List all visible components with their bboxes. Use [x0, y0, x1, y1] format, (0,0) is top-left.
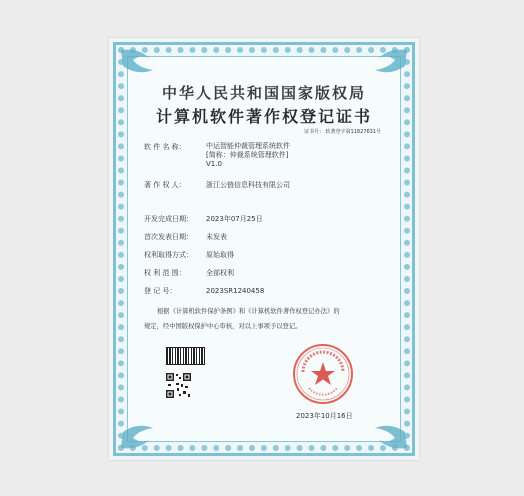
certificate: [109, 38, 419, 460]
scope-value: 全部权利: [206, 269, 234, 277]
publish-row: [144, 232, 227, 242]
scope-row: [144, 268, 234, 278]
paragraph-line2: 规定，经中国版权保护中心审核，对以上事项予以登记。: [144, 323, 302, 330]
corner-ornament-icon: [119, 48, 169, 78]
reg-no-label: 登 记 号：: [144, 287, 177, 295]
dev-date-row: [144, 214, 263, 224]
software-version: V1.0: [206, 160, 222, 168]
certificate-number: [304, 128, 381, 135]
certificate-title: 计算机软件著作权登记证书: [155, 107, 372, 126]
publish-value: 未发表: [206, 233, 227, 241]
acquire-value: 原始取得: [206, 251, 234, 259]
barcode-icon: [166, 347, 205, 365]
scope-label: 权 利 范 围：: [144, 269, 186, 277]
reg-no-value: 2023SR1240458: [206, 287, 265, 295]
software-name-line1: 中运智能仲裁管理系统软件: [206, 142, 290, 150]
acquire-label: 权利取得方式：: [144, 251, 193, 259]
publish-label: 首次发表日期：: [144, 233, 193, 241]
corner-ornament-icon: [359, 420, 409, 450]
official-seal-icon: [291, 342, 355, 406]
cert-number-value: 软著登字第11827631号: [325, 129, 381, 135]
certificate-issuer-title: 中华人民共和国国家版权局: [161, 84, 366, 102]
legal-paragraph: [144, 304, 384, 334]
paragraph-line1: 根据《计算机软件保护条例》和《计算机软件著作权登记办法》的: [157, 308, 340, 315]
qr-code-icon: [165, 372, 192, 399]
software-name-line2: [简称：仲裁系统管理软件]: [206, 151, 289, 159]
cert-number-label: 证书号：: [303, 129, 324, 135]
software-name-label: 软 件 名 称：: [144, 143, 186, 151]
software-name-value: [206, 142, 290, 169]
dev-date-label: 开发完成日期：: [144, 215, 193, 223]
owner-value: 浙江公链信息科技有限公司: [206, 181, 290, 189]
dev-date-value: 2023年07月25日: [206, 215, 263, 223]
owner-row: [144, 180, 290, 190]
owner-label: 著 作 权 人：: [144, 181, 186, 189]
corner-ornament-icon: [119, 420, 169, 450]
software-name-row: [144, 142, 290, 169]
issue-date: 2023年10月16日: [296, 412, 353, 420]
acquire-row: [144, 250, 234, 260]
reg-no-row: [144, 286, 264, 296]
corner-ornament-icon: [359, 48, 409, 78]
